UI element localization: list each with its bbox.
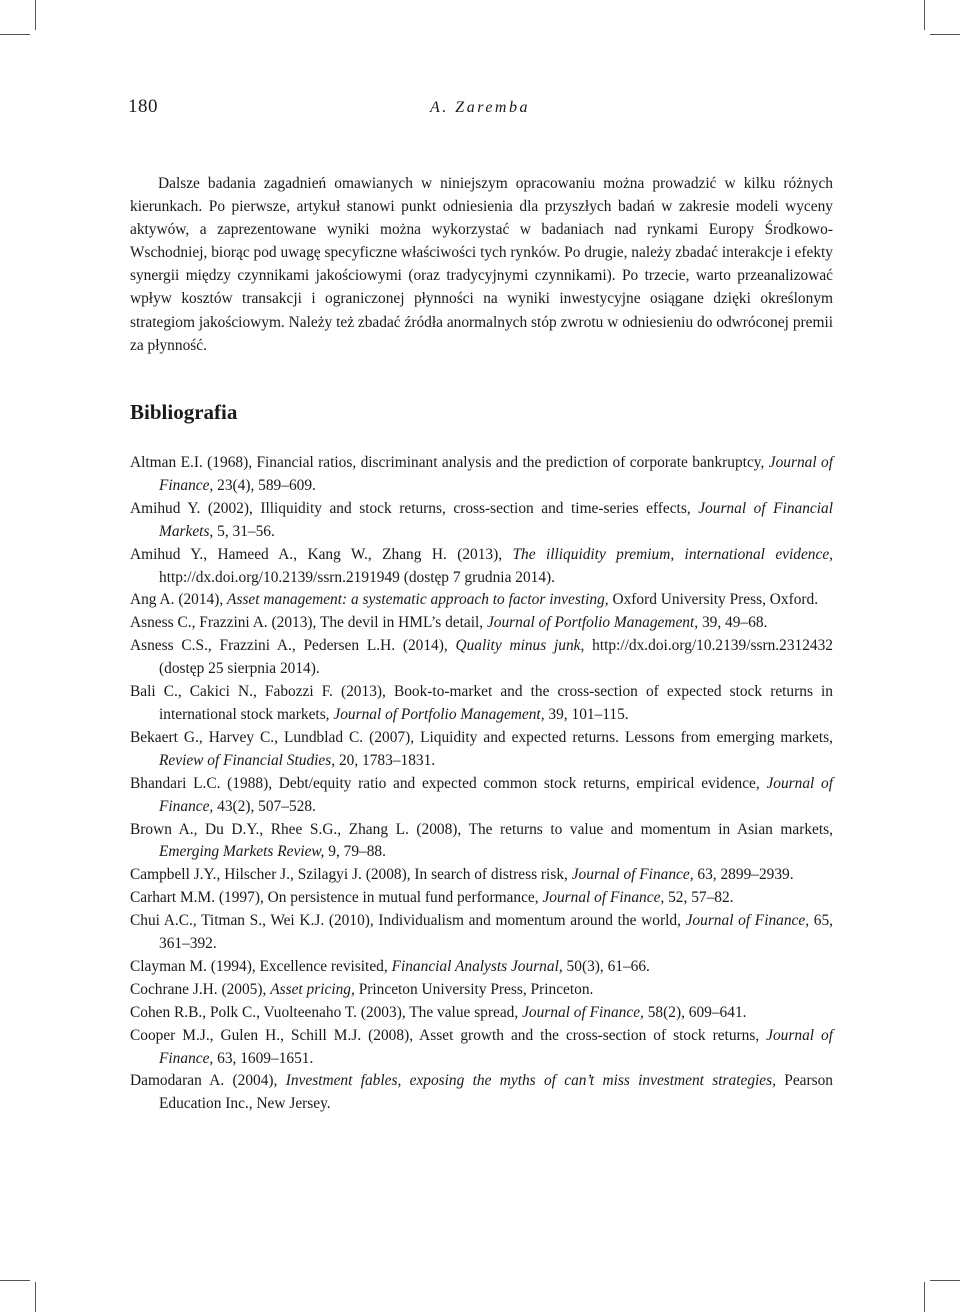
- entry-source-title: Asset pricing,: [270, 980, 355, 998]
- entry-source-title: Journal of Finance,: [159, 454, 833, 494]
- bibliography-entry: [130, 1070, 833, 1116]
- entry-details: 43(2), 507–528.: [213, 797, 316, 815]
- bibliography-heading: Bibliografia: [130, 400, 238, 424]
- body-paragraph: Dalsze badania zagadnień omawianych w niniejszym opracowaniu można prowadzić w kilku różnych kierunkach. Po pierwsze, artykuł stanowi punkt odniesienia dla przyszłych badań w zakresie modeli wyceny aktywów, a zaprezentowane wyniki można wykorzystać w badaniach nad rynkami Europy Środkowo-Wschodniej, biorąc pod uwagę specyficzne właściwości tych rynków. Po drugie, należy zbadać interakcje i efekty synergii między czynnikami jakościowymi (oraz tradycyjnymi czynnikami). Po trzecie, warto przeanalizować wpływ kosztów transakcji i ograniczonej płynności na wyniki inwestycyjne osiągane dzięki określonym strategiom jakościowym. Należy też zbadać źródła anormalnych stóp zwrotu w odniesieniu do odwróconej premii za płynność.: [130, 175, 833, 354]
- entry-text: Cochrane J.H. (2005),: [130, 980, 271, 998]
- bibliography-entry: [130, 544, 833, 590]
- entry-details: http://dx.doi.org/10.2139/ssrn.2312432 (dostęp 25 sierpnia 2014).: [159, 637, 833, 678]
- entry-details: Oxford University Press, Oxford.: [608, 591, 819, 609]
- entry-details: 5, 31–56.: [213, 522, 275, 540]
- entry-source-title: Journal of Portfolio Management,: [486, 614, 699, 632]
- entry-text: Campbell J.Y., Hilscher J., Szilagyi J. (2008), In search of distress risk,: [130, 866, 572, 884]
- entry-source-title: Emerging Markets Review,: [159, 843, 325, 861]
- entry-source-title: Journal of Finance,: [159, 1026, 833, 1067]
- entry-source-title: Journal of Finance,: [685, 912, 810, 930]
- page-number: 180: [128, 96, 158, 117]
- entry-text: Bekaert G., Harvey C., Lundblad C. (2007), Liquidity and expected returns. Lessons from emerging markets,: [130, 728, 833, 746]
- entry-source-title: Asset management: a systematic approach to factor investing,: [227, 591, 609, 609]
- entry-text: Cooper M.J., Gulen H., Schill M.J. (2008), Asset growth and the cross-section of stock returns,: [130, 1026, 767, 1044]
- crop-mark: [930, 34, 960, 35]
- bibliography-entry: [130, 612, 833, 635]
- entry-source-title: Financial Analysts Journal,: [391, 957, 563, 975]
- entry-details: 9, 79–88.: [324, 843, 386, 861]
- bibliography-entry: [130, 864, 833, 887]
- crop-mark: [924, 0, 925, 30]
- entry-text: Asness C., Frazzini A. (2013), The devil in HML’s detail,: [130, 614, 487, 632]
- entry-text: Cohen R.B., Polk C., Vuolteenaho T. (2003), The value spread,: [130, 1003, 523, 1021]
- entry-source-title: Investment fables, exposing the myths of can’t miss investment strategies,: [285, 1072, 776, 1090]
- bibliography-entry: [130, 910, 833, 956]
- entry-source-title: Review of Financial Studies,: [159, 751, 336, 769]
- bibliography-entry: [130, 1025, 833, 1071]
- bibliography-list: [130, 452, 833, 1116]
- entry-details: 20, 1783–1831.: [335, 751, 436, 769]
- entry-text: Amihud Y. (2002), Illiquidity and stock returns, cross-section and time-series effects,: [130, 499, 699, 517]
- crop-mark: [0, 1280, 30, 1281]
- bibliography-entry: [130, 887, 833, 910]
- bibliography-entry: [130, 498, 833, 544]
- entry-text: Chui A.C., Titman S., Wei K.J. (2010), Individualism and momentum around the world,: [130, 912, 686, 930]
- entry-details: 52, 57–82.: [664, 889, 734, 907]
- entry-details: Princeton University Press, Princeton.: [354, 980, 594, 998]
- bibliography-entry: [130, 452, 833, 498]
- entry-source-title: Journal of Financial Markets,: [159, 499, 833, 540]
- entry-text: Bali C., Cakici N., Fabozzi F. (2013), Book-to-market and the cross-section of expected stock returns in international stock markets,: [130, 683, 833, 723]
- entry-text: Ang A. (2014),: [130, 591, 228, 609]
- entry-source-title: Journal of Finance,: [571, 866, 694, 884]
- entry-text: Bhandari L.C. (1988), Debt/equity ratio and expected common stock returns, empirical evidence,: [130, 774, 767, 792]
- bibliography-entry: [130, 589, 833, 612]
- crop-mark: [35, 0, 36, 30]
- entry-details: Pearson Education Inc., New Jersey.: [159, 1072, 834, 1113]
- entry-source-title: Journal of Portfolio Management,: [333, 705, 545, 723]
- bibliography-entry: [130, 979, 833, 1002]
- crop-mark: [35, 1282, 36, 1312]
- entry-details: 58(2), 609–641.: [643, 1003, 747, 1021]
- crop-mark: [930, 1280, 960, 1281]
- entry-details: 63, 1609–1651.: [213, 1049, 314, 1067]
- bibliography-entry: [130, 681, 833, 727]
- entry-details: 39, 49–68.: [698, 614, 768, 632]
- entry-details: 23(4), 589–609.: [213, 476, 316, 494]
- running-head: A. Zaremba: [430, 99, 530, 116]
- crop-mark: [0, 34, 30, 35]
- entry-text: Asness C.S., Frazzini A., Pedersen L.H. (2014),: [130, 637, 456, 655]
- bibliography-entry: [130, 1002, 833, 1025]
- entry-text: Amihud Y., Hameed A., Kang W., Zhang H. (2013),: [130, 545, 513, 563]
- entry-text: Altman E.I. (1968), Financial ratios, discriminant analysis and the prediction of corporate bankruptcy,: [130, 454, 769, 471]
- bibliography-entry: [130, 819, 833, 865]
- entry-text: Damodaran A. (2004),: [130, 1072, 286, 1090]
- entry-source-title: Quality minus junk,: [455, 637, 585, 655]
- entry-details: 50(3), 61–66.: [562, 957, 650, 975]
- entry-text: Carhart M.M. (1997), On persistence in mutual fund performance,: [130, 889, 543, 907]
- entry-text: Brown A., Du D.Y., Rhee S.G., Zhang L. (2008), The returns to value and momentum in Asian markets,: [130, 820, 833, 838]
- bibliography-entry: [130, 727, 833, 773]
- bibliography-entry: [130, 773, 833, 819]
- entry-source-title: The illiquidity premium, international evidence,: [512, 545, 833, 563]
- entry-details: 65, 361–392.: [159, 912, 833, 953]
- bibliography-entry: [130, 635, 833, 681]
- entry-details: 39, 101–115.: [544, 705, 629, 723]
- crop-mark: [924, 1282, 925, 1312]
- bibliography-entry: [130, 956, 833, 979]
- entry-source-title: Journal of Finance,: [522, 1003, 644, 1021]
- entry-details: http://dx.doi.org/10.2139/ssrn.2191949 (dostęp 7 grudnia 2014).: [159, 568, 556, 586]
- entry-details: 63, 2899–2939.: [693, 866, 794, 884]
- entry-text: Clayman M. (1994), Excellence revisited,: [130, 957, 392, 975]
- entry-source-title: Journal of Finance,: [542, 889, 665, 907]
- entry-source-title: Journal of Finance,: [159, 774, 833, 815]
